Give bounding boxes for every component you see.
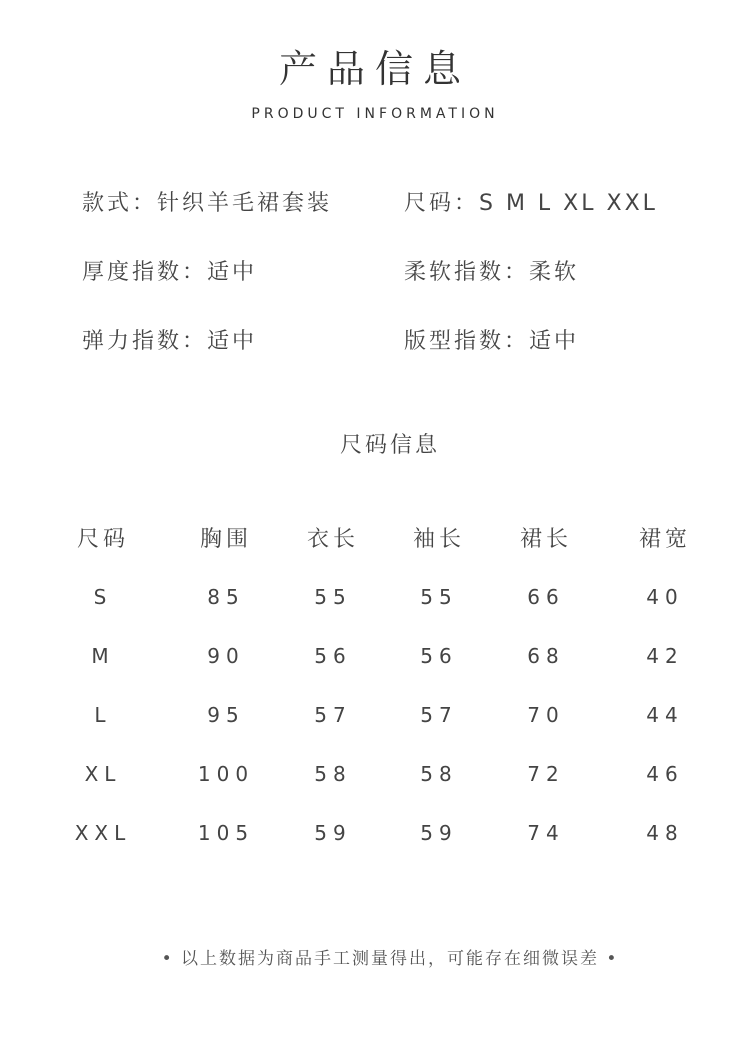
table-cell: 85	[207, 585, 245, 609]
table-cell: 57	[314, 703, 352, 727]
table-cell: 46	[646, 762, 684, 786]
size-section-title: 尺码信息	[339, 433, 440, 458]
table-cell: XL	[84, 762, 122, 786]
table-cell: 57	[420, 703, 458, 727]
table-cell: 56	[314, 644, 352, 668]
info-softness: 柔软指数：柔软	[404, 260, 580, 285]
table-cell: 90	[207, 644, 245, 668]
table-cell: 68	[527, 644, 565, 668]
table-cell: 100	[197, 762, 255, 786]
measurement-note: • 以上数据为商品手工测量得出，可能存在细微误差 •	[161, 949, 619, 969]
table-cell: XXL	[74, 821, 132, 845]
info-elasticity: 弹力指数：适中	[82, 329, 258, 354]
table-cell: 74	[527, 821, 565, 845]
table-header-size: 尺码	[76, 527, 130, 552]
table-cell: 58	[314, 762, 352, 786]
table-header-skirt-length: 裙长	[519, 527, 573, 552]
table-cell: 95	[207, 703, 245, 727]
table-cell: 42	[646, 644, 684, 668]
table-cell: 66	[527, 585, 565, 609]
table-cell: L	[94, 703, 112, 727]
table-header-top-length: 衣长	[306, 527, 360, 552]
table-header-skirt-width: 裙宽	[638, 527, 692, 552]
table-cell: 70	[527, 703, 565, 727]
info-style: 款式：针织羊毛裙套装	[82, 191, 333, 216]
table-cell: M	[91, 644, 115, 668]
table-cell: 48	[646, 821, 684, 845]
table-cell: 55	[314, 585, 352, 609]
table-cell: 59	[314, 821, 352, 845]
table-header-bust: 胸围	[199, 527, 253, 552]
table-cell: 55	[420, 585, 458, 609]
table-cell: 72	[527, 762, 565, 786]
table-cell: 58	[420, 762, 458, 786]
info-thickness: 厚度指数：适中	[82, 260, 258, 285]
page-title: 产品信息	[278, 47, 471, 91]
table-cell: 44	[646, 703, 684, 727]
table-header-sleeve-length: 袖长	[412, 527, 466, 552]
page-subtitle: PRODUCT INFORMATION	[251, 106, 499, 122]
info-fit: 版型指数：适中	[404, 329, 580, 354]
table-cell: S	[93, 585, 113, 609]
table-cell: 40	[646, 585, 684, 609]
table-cell: 56	[420, 644, 458, 668]
info-sizes: 尺码：S M L XL XXL	[404, 191, 658, 216]
table-cell: 105	[197, 821, 255, 845]
table-cell: 59	[420, 821, 458, 845]
